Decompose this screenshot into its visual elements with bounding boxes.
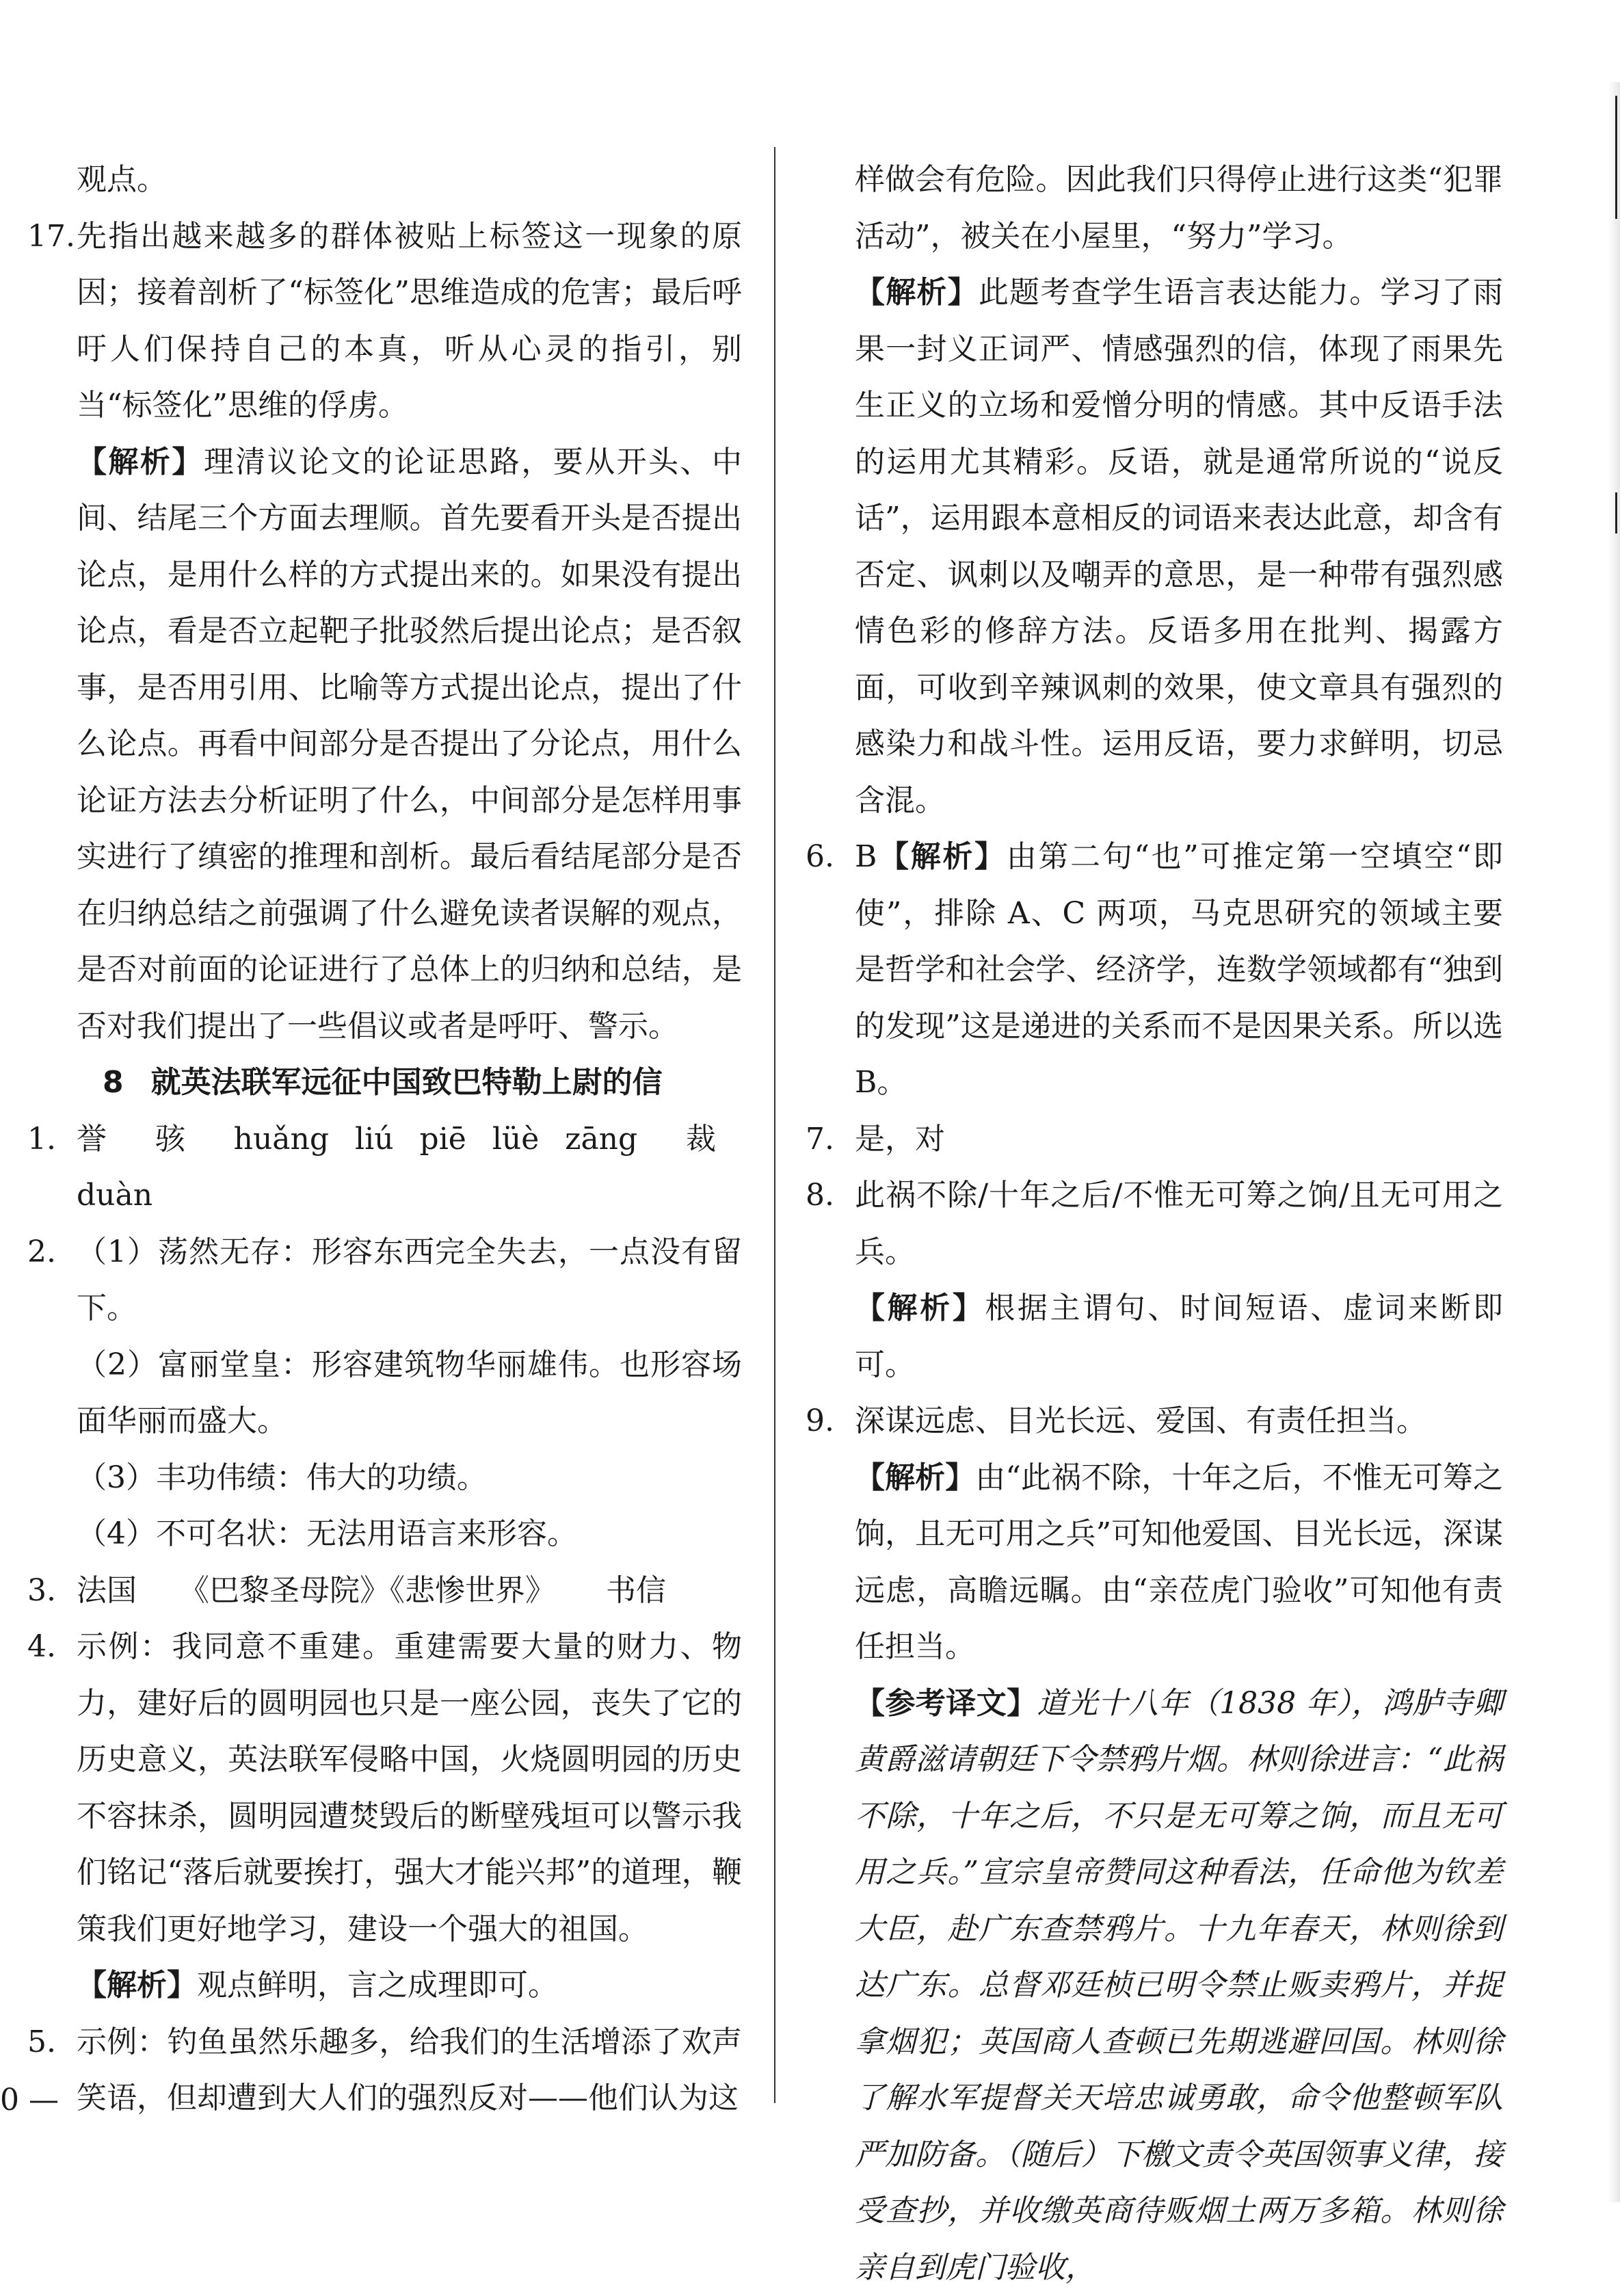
question-4 [27, 1619, 742, 1957]
translation-tag: 【参考译文】 [855, 1686, 1037, 1721]
analysis-text: 根据主谓句、时间短语、虚词来断即可。 [855, 1291, 1503, 1382]
analysis-tag: 【解析】 [77, 1968, 197, 2003]
left-column [27, 0, 742, 2127]
answer-item: （2）富丽堂皇：形容建筑物华丽雄伟。也形容场面华丽而盛大。 [27, 1337, 742, 1450]
analysis-text: 观点鲜明，言之成理即可。 [197, 1968, 558, 2003]
answer-item: 骇 [155, 1122, 208, 1157]
question-number: 3. [27, 1563, 56, 1620]
translation-block [806, 1676, 1503, 2296]
question-6 [806, 829, 1503, 1111]
answer-item: （3）丰功伟绩：伟大的功绩。 [27, 1450, 742, 1507]
answer-country: 法国 [77, 1573, 137, 1608]
lesson-name: 就英法联军远征中国致巴特勒上尉的信 [151, 1065, 663, 1100]
answer-text: 先指出越来越多的群体被贴上标签这一现象的原因；接着剖析了“标签化”思维造成的危害；最后呼吁人们保持自己的本真，听从心灵的指引，别当“标签化”思维的俘虏。 [77, 219, 742, 423]
answer-item: （4）不可名状：无法用语言来形容。 [27, 1506, 742, 1563]
answer-item: （1）荡然无存：形容东西完全失去，一点没有留下。 [77, 1224, 742, 1337]
question-number: 7. [806, 1111, 834, 1168]
analysis-text: 由第二句“也”可推定第一空填空“即使”，排除 A、C 两项，马克思研究的领域主要是哲学和社会学、经济学，连数学领域都有“独到的发现”这是递进的关系而不是因果关系。所以选 B。 [855, 839, 1503, 1100]
analysis-block [27, 1957, 742, 2014]
answer-text: 此祸不除/十年之后/不惟无可筹之饷/且无可用之兵。 [855, 1178, 1503, 1269]
answer-text: 示例：钓鱼虽然乐趣多，给我们的生活增添了欢声笑语，但却遭到大人们的强烈反对——他们认为这 [77, 2024, 742, 2116]
answer-text: 深谋远虑、目光长远、爱国、有责任担当。 [855, 1403, 1426, 1438]
question-number: 6. [806, 829, 834, 886]
answer-works: 《巴黎圣母院》《悲惨世界》 [179, 1573, 555, 1608]
question-1 [27, 1111, 742, 1224]
answer-item: duàn [77, 1178, 152, 1213]
page-number: 0 — [0, 2072, 59, 2129]
question-number: 9. [806, 1393, 834, 1450]
edge-mark [1615, 492, 1617, 533]
analysis-tag: 【解析】 [855, 275, 979, 310]
answer-item: lüè [492, 1122, 539, 1157]
analysis-tag: 【解析】 [855, 1291, 985, 1325]
continued-text: 观点。 [27, 152, 742, 209]
question-5 [27, 2014, 742, 2127]
answer-choice: B [855, 839, 877, 874]
question-2 [27, 1224, 742, 1337]
analysis-tag: 【解析】 [877, 839, 1006, 874]
question-number: 5. [27, 2014, 56, 2071]
answer-item: huǎng [234, 1122, 329, 1157]
lesson-title [27, 1055, 742, 1111]
question-17 [27, 209, 742, 434]
question-8 [806, 1167, 1503, 1280]
answer-text: 示例：我同意不重建。重建需要大量的财力、物力，建好后的圆明园也只是一座公园，丧失了它的历史意义，英法联军侵略中国，火烧圆明园的历史不容抹杀，圆明园遭焚毁后的断壁残垣可以警示我们铭记“落后就要挨打，强大才能兴邦”的道理，鞭策我们更好地学习，建设一个强大的祖国。 [77, 1629, 742, 1947]
question-number: 4. [27, 1619, 56, 1676]
right-column [806, 0, 1503, 2296]
analysis-block [806, 1450, 1503, 1676]
question-9 [806, 1393, 1503, 1450]
question-number: 17. [27, 209, 75, 265]
analysis-text: 理清议论文的论证思路，要从开头、中间、结尾三个方面去理顺。首先要看开头是否提出论点，是用什么样的方式提出来的。如果没有提出论点，看是否立起靶子批驳然后提出论点；是否叙事，是否用引用、比喻等方式提出论点，提出了什么论点。再看中间部分是否提出了分论点，用什么论证方法去分析证明了什么，中间部分是怎样用事实进行了缜密的推理和剖析。最后看结尾部分是否在归纳总结之前强调了什么避免读者误解的观点，是否对前面的论证进行了总体上的归纳和总结，是否对我们提出了一些倡议或者是呼吁、警示。 [77, 445, 742, 1044]
column-divider [774, 147, 775, 2103]
question-number: 1. [27, 1111, 56, 1168]
analysis-block [806, 1280, 1503, 1393]
question-7 [806, 1111, 1503, 1168]
analysis-block [806, 265, 1503, 829]
question-number: 2. [27, 1224, 56, 1281]
page-edge-shadow [1608, 82, 1620, 2202]
analysis-block [27, 434, 742, 1055]
analysis-text: 此题考查学生语言表达能力。学习了雨果一封义正词严、情感强烈的信，体现了雨果先生正义的立场和爱憎分明的情感。其中反语手法的运用尤其精彩。反语，就是通常所说的“说反话”，运用跟本意相反的词语来表达此意，却含有否定、讽刺以及嘲弄的意思，是一种带有强烈感情色彩的修辞方法。反语多用在批判、揭露方面，可收到辛辣讽刺的效果，使文章具有强烈的感染力和战斗性。运用反语，要力求鲜明，切忌含混。 [855, 275, 1503, 818]
answer-genre: 书信 [606, 1573, 666, 1608]
continued-text: 样做会有危险。因此我们只得停止进行这类“犯罪活动”，被关在小屋里，“努力”学习。 [806, 152, 1503, 265]
answer-item: 誉 [77, 1122, 129, 1157]
translation-text: 道光十八年（1838 年），鸿胪寺卿黄爵滋请朝廷下令禁鸦片烟。林则徐进言：“此祸不除，十年之后，不只是无可筹之饷，而且无可用之兵。”宣宗皇帝赞同这种看法，任命他为钦差大臣，赴广东查禁鸦片。十九年春天，林则徐到达广东。总督邓廷桢已明令禁止贩卖鸦片，并捉拿烟犯；英国商人查顿已先期逃避回国。林则徐了解水军提督关天培忠诚勇敢，命令他整顿军队严加防备。（随后）下檄文责令英国领事义律，接受查抄，并收缴英商待贩烟土两万多箱。林则徐亲自到虎门验收， [855, 1686, 1503, 2285]
answer-item: zāng [565, 1122, 637, 1157]
question-number: 8. [806, 1167, 834, 1224]
answer-item: piē [420, 1122, 466, 1157]
question-3 [27, 1563, 742, 1620]
analysis-tag: 【解析】 [77, 445, 204, 479]
answer-item: liú [355, 1122, 393, 1157]
answer-item: 裁 [663, 1122, 716, 1157]
edge-mark [1615, 96, 1617, 219]
analysis-text: 由“此祸不除，十年之后，不惟无可筹之饷，且无可用之兵”可知他爱国、目光长远，深谋远虑，高瞻远瞩。由“亲莅虎门验收”可知他有责任担当。 [855, 1460, 1503, 1665]
answer-text: 是，对 [855, 1122, 945, 1157]
lesson-number: 8 [103, 1065, 124, 1100]
analysis-tag: 【解析】 [855, 1460, 975, 1495]
